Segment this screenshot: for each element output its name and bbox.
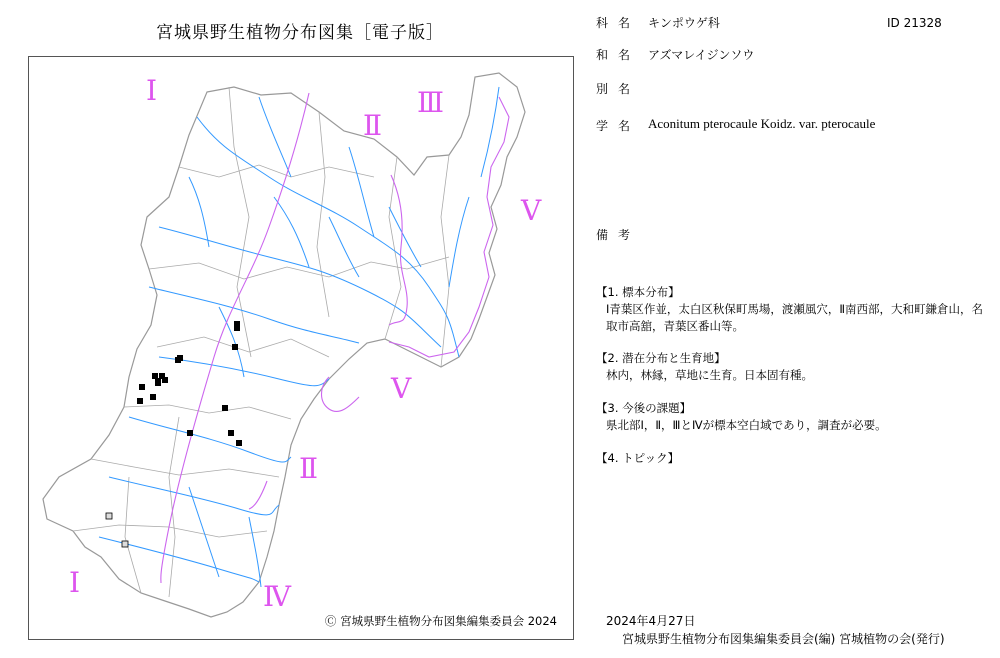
specimen-marker <box>137 398 143 404</box>
region-label-5-south: Ⅴ <box>391 372 412 405</box>
family-value: キンポウゲ科 <box>648 16 720 30</box>
scientific-name-label: 学名 <box>596 119 641 133</box>
specimen-marker <box>162 377 168 383</box>
region-label-2-south: Ⅱ <box>299 452 319 485</box>
specimen-marker <box>150 394 156 400</box>
region-label-2: Ⅱ <box>363 109 383 142</box>
publisher-text: 宮城県野生植物分布図集編集委員会(編) 宮城植物の会(発行) <box>622 632 945 646</box>
specimen-marker <box>155 380 161 386</box>
section-body: 林内，林縁，草地に生育。日本固有種。 <box>606 368 813 382</box>
uncertain-marker <box>106 513 112 519</box>
map-title: 宮城県野生植物分布図集［電子版］ <box>156 23 444 43</box>
section-specimen-distribution <box>596 284 988 335</box>
section-body: Ⅰ青葉区作並，太白区秋保町馬場，渡瀬風穴，Ⅱ南西部，大和町鎌倉山，名取市高舘，青葉区番山等。 <box>606 302 984 333</box>
specimen-marker <box>222 405 228 411</box>
notes-label: 備考 <box>596 228 641 242</box>
section-head: 【4. トピック】 <box>596 451 680 465</box>
copyright-text: Ⓒ 宮城県野生植物分布図集編集委員会 2024 <box>324 614 557 628</box>
specimen-marker <box>139 384 145 390</box>
section-potential-distribution <box>596 350 988 384</box>
region-label-1-south: Ⅰ <box>69 566 81 599</box>
alternate-name-label: 別名 <box>596 82 641 96</box>
section-future-issues <box>596 400 988 434</box>
region-label-3: Ⅲ <box>417 86 445 119</box>
region-label-4: Ⅳ <box>263 580 291 613</box>
region-label-1: Ⅰ <box>146 74 158 107</box>
publication-date: 2024年4月27日 <box>606 614 696 628</box>
scientific-name-value: Aconitum pterocaule Koidz. var. pterocaule <box>648 116 876 131</box>
specimen-marker <box>234 325 240 331</box>
section-topic <box>596 450 988 467</box>
distribution-map <box>28 56 574 640</box>
specimen-marker <box>175 357 181 363</box>
specimen-marker <box>232 344 238 350</box>
specimen-marker <box>187 430 193 436</box>
id-label: ID 21328 <box>887 16 942 30</box>
uncertain-marker <box>122 541 128 547</box>
prefecture-map-svg <box>29 57 575 641</box>
region-label-5-north: Ⅴ <box>521 194 542 227</box>
japanese-name-label: 和名 <box>596 48 641 62</box>
section-head: 【3. 今後の課題】 <box>596 401 692 415</box>
specimen-marker <box>228 430 234 436</box>
section-body: 県北部Ⅰ，Ⅱ，ⅢとⅣが標本空白域であり，調査が必要。 <box>606 418 887 432</box>
specimen-marker <box>236 440 242 446</box>
prefecture-outline <box>43 73 525 617</box>
section-head: 【2. 潜在分布と生育地】 <box>596 351 726 365</box>
section-head: 【1. 標本分布】 <box>596 285 680 299</box>
family-label: 科名 <box>596 16 641 30</box>
japanese-name-value: アズマレイジンソウ <box>648 48 755 62</box>
